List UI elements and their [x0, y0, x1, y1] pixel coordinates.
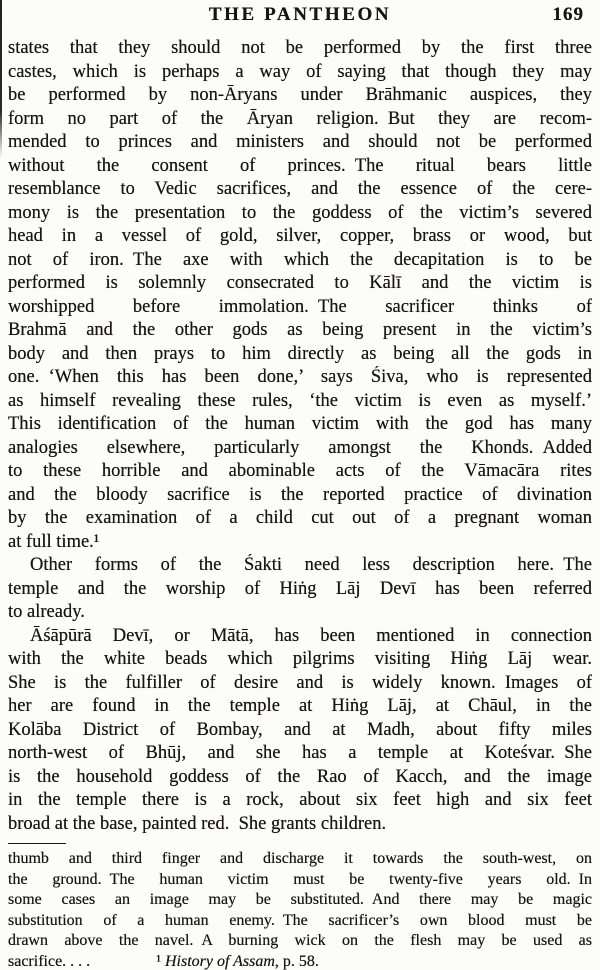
text-line: Brahmā and the other gods as being present in the victim’s: [8, 320, 592, 340]
text-line: to already.: [8, 602, 85, 622]
page-number: 169: [552, 4, 584, 25]
footnote-line: some cases an image may be substituted. And there may be magic: [8, 891, 592, 908]
text-line: analogies elsewhere, particularly amongst the Khonds. Added: [8, 437, 592, 458]
text-line: and the bloody sacrifice is the reported practice of divination: [8, 484, 592, 505]
text-line: Other forms of the Śakti need less description here. The: [30, 555, 592, 575]
text-line: in the temple there is a rock, about six feet high and six feet: [8, 790, 592, 810]
text-line: broad at the base, painted red. She grants children.: [8, 813, 387, 834]
text-line: mended to princes and ministers and should not be performed: [8, 132, 592, 152]
text-line: north-west of Bhūj, and she has a temple at Koteśvar. She: [8, 743, 592, 763]
text-line: not of iron. The axe with which the decapitation is to be: [8, 249, 592, 270]
footnote-line: substitution of a human enemy. The sacrificer’s own blood must be: [8, 911, 592, 929]
text-line: by the examination of a child cut out of a pregnant woman: [8, 508, 592, 528]
text-line: as himself revealing these rules, ‘the victim is even as myself.’: [8, 390, 592, 411]
body-text: [8, 37, 592, 836]
text-line: be performed by non-Āryans under Brāhmanic auspices, they: [8, 85, 592, 105]
footnote: [8, 849, 592, 970]
footnote-line: the ground. The human victim must be twenty-five years old. In: [8, 870, 592, 888]
text-line: without the consent of princes. The ritual bears little: [8, 155, 592, 176]
text-line: Āśāpūrā Devī, or Mātā, has been mentioned in connection: [30, 625, 592, 646]
text-line: her are found in the temple at Hiṅg Lāj, at Chāul, in the: [8, 696, 592, 716]
text-line: body and then prays to him directly as being all the gods in: [8, 343, 592, 364]
text-line: performed is solemnly consecrated to Kālī and the victim is: [8, 273, 592, 293]
text-line: temple and the worship of Hiṅg Lāj Devī has been referred: [8, 578, 592, 599]
text-line: is the household goddess of the Rao of Kacch, and the image: [8, 766, 592, 787]
text-line: mony is the presentation to the goddess of the victim’s severed: [8, 202, 592, 223]
text-line: at full time.¹: [8, 531, 100, 552]
page-title: THE PANTHEON: [208, 4, 392, 25]
text-line: worshipped before immolation. The sacrificer thinks of: [8, 296, 592, 317]
footnote-separator: [8, 843, 66, 844]
text-line: one. ‘When this has been done,’ says Śiva, who is represented: [8, 367, 592, 387]
footnote-line: drawn above the navel. A burning wick on the flesh may be used as: [8, 932, 592, 949]
text-line: form no part of the Āryan religion. But they are recom-: [8, 108, 592, 129]
running-header: [0, 4, 600, 30]
text-line: with the white beads which pilgrims visiting Hiṅg Lāj wear.: [8, 649, 592, 669]
footnote-citation: ¹ History of Assam, p. 58.: [156, 952, 319, 970]
text-line: head in a vessel of gold, silver, copper, brass or wood, but: [8, 226, 592, 246]
text-line: to these horrible and abominable acts of the Vāmacāra rites: [8, 461, 592, 481]
text-line: castes, which is perhaps a way of saying that though they may: [8, 61, 592, 82]
text-line: This identification of the human victim with the god has many: [8, 414, 592, 434]
footnote-line: thumb and third finger and discharge it towards the south-west, on: [8, 850, 592, 867]
footnote-last-line: [8, 952, 592, 970]
text-line: states that they should not be performed by the first three: [8, 38, 592, 58]
text-line: Kolāba District of Bombay, and at Madh, about fifty miles: [8, 719, 592, 740]
footnote-text-end: sacrifice. . . .: [8, 952, 91, 970]
text-line: resemblance to Vedic sacrifices, and the essence of the cere-: [8, 179, 592, 199]
text-line: She is the fulfiller of desire and is widely known. Images of: [8, 672, 592, 693]
